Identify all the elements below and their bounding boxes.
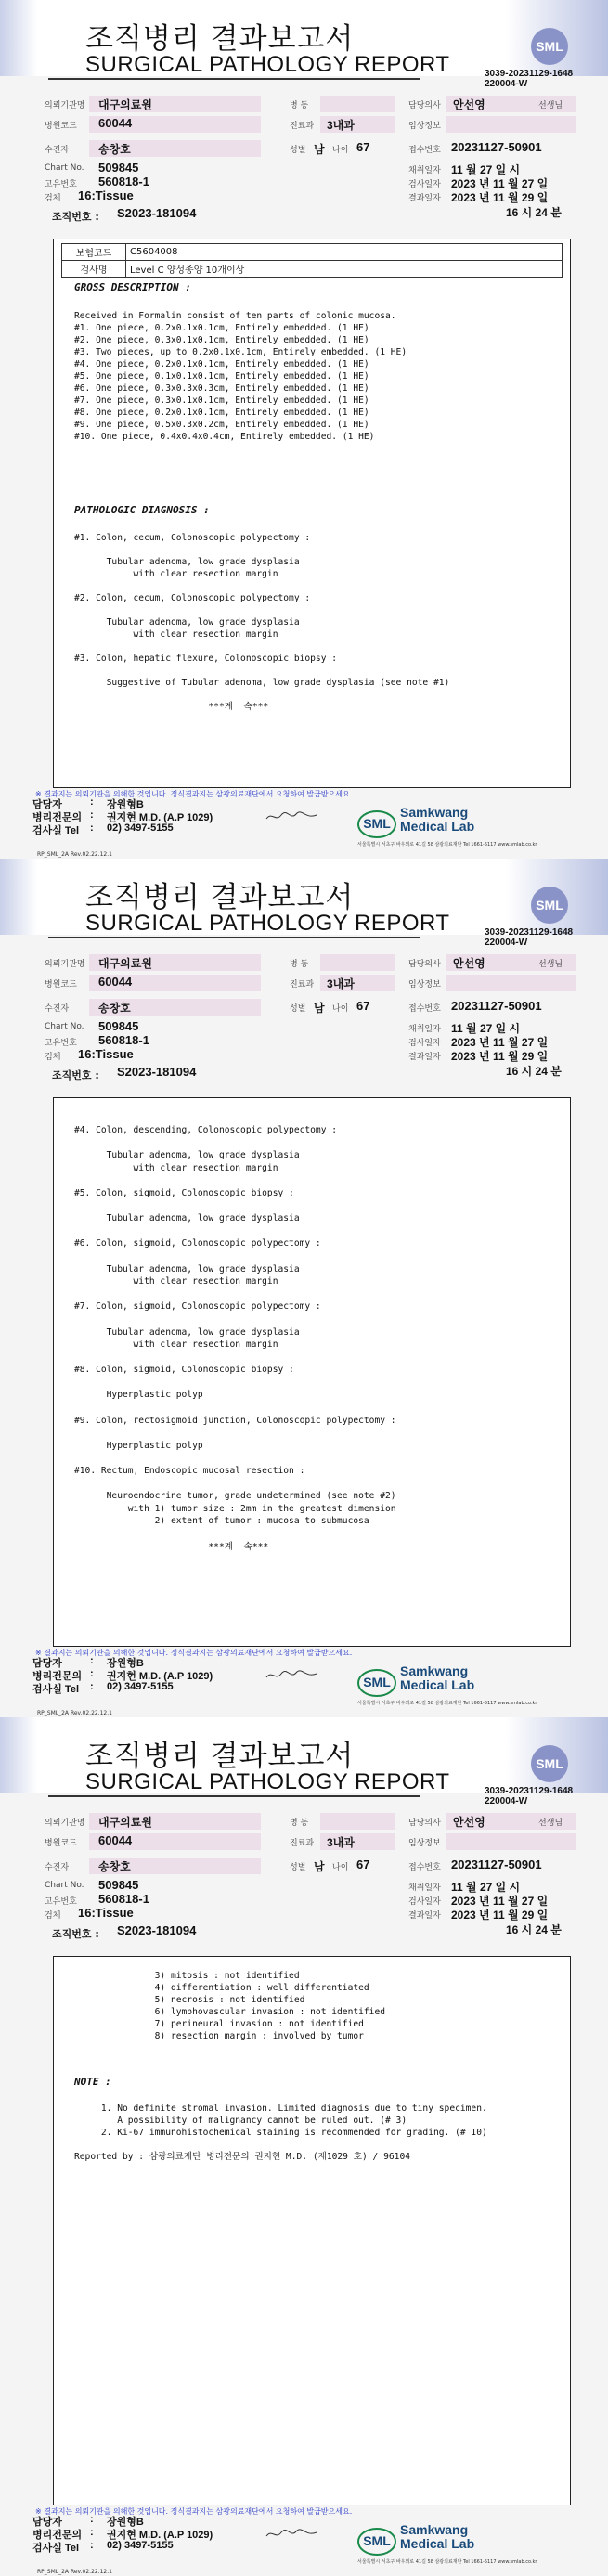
text-line: Tubular adenoma, low grade dysplasia [74, 557, 300, 567]
tissue-value: S2023-181094 [117, 1923, 197, 1937]
text-line: #7. One piece, 0.3x0.1x0.1cm, Entirely embedded. (1 HE) [74, 395, 369, 406]
patient-label: 수진자 [45, 1863, 70, 1872]
text-line: #3. Two pieces, up to 0.2x0.1x0.1cm, Entirely embedded. (1 HE) [74, 347, 407, 357]
text-line: ***계 속*** [74, 1541, 269, 1552]
text-line [74, 1200, 396, 1213]
dept-label: 진료과 [290, 1839, 315, 1848]
hospital-code-label: 병원코드 [45, 122, 77, 131]
svg-text:SML: SML [363, 2533, 391, 2548]
age-value: 67 [356, 1858, 370, 1871]
report-footer: 담당자 : 장원형B 병리전문의 : 권지현 M.D. (A.P 1029) 검사실 Tel : 02) 3497-5155 SML Samkwang Medical Lab 서울특별시 서초구 바우뫼로 41길 58 삼광의료재단 Tel 1661-5117 www.smlab.co.kr [32, 1655, 589, 1711]
hospital-code-value: 60044 [98, 116, 133, 130]
tel-value: 02) 3497-5155 [107, 1681, 174, 1692]
pathologist-label: 병리전문의 [32, 1671, 83, 1682]
hospital-label: 의뢰기관명 [45, 960, 85, 969]
text-line: 2) extent of tumor : mucosa to submucosa [74, 1516, 369, 1527]
patient-label: 수진자 [45, 1004, 70, 1014]
text-line: 6) lymphovascular invasion : not identified [74, 2007, 386, 2017]
report-banner [0, 1717, 608, 1806]
insurance-item-value: Level C 양성종양 10개이상 [126, 261, 563, 278]
specimen-label: 검체 [45, 1053, 61, 1062]
patient-label: 수진자 [45, 146, 70, 155]
id-value: 560818-1 [98, 175, 149, 188]
dept-label: 진료과 [290, 980, 315, 990]
doctor-label: 담당의사 [408, 960, 441, 969]
lab-address: 서울특별시 서초구 바우뫼로 41길 58 삼광의료재단 Tel 1661-5117 www.smlab.co.kr [357, 842, 537, 848]
tel-label: 검사실 Tel [32, 2543, 80, 2554]
age-label: 나이 [332, 1863, 349, 1872]
text-line: #4. Colon, descending, Colonoscopic polypectomy : [74, 1125, 338, 1135]
hospital-value: 대구의료원 [98, 957, 152, 970]
id-label: 고유번호 [45, 180, 77, 189]
chart-label: Chart No. [45, 1881, 84, 1890]
footer-notice: ※ 결과지는 의뢰기관을 의해한 것입니다. 정식결과지는 삼광의료재단에서 요청하여 발급받으세요. [35, 790, 353, 798]
text-line: 8) resection margin : involved by tumor [74, 2031, 364, 2041]
collect-value: 11 월 27 일 시 [451, 1022, 521, 1035]
report-number: 3039-20231129-1648 220004-W [485, 1786, 574, 1806]
ward-label: 병 동 [290, 101, 309, 110]
text-line: Hyperplastic polyp [74, 1390, 203, 1401]
sex-label: 성별 [290, 146, 306, 155]
text-line [74, 1427, 396, 1440]
samkwang-logo-icon [357, 2519, 396, 2558]
signature-image [265, 1668, 318, 1683]
id-value: 560818-1 [98, 1892, 149, 1906]
report-banner [0, 0, 608, 89]
staff-value: 장원형B [107, 799, 144, 810]
staff-label: 담당자 [32, 1658, 62, 1669]
text-line: #5. Colon, sigmoid, Colonoscopic biopsy : [74, 1187, 294, 1198]
text-line: #9. Colon, rectosigmoid junction, Colonoscopic polypectomy : [74, 1415, 396, 1426]
text-line: 3) mitosis : not identified [74, 1971, 300, 1981]
text-line: #6. One piece, 0.3x0.3x0.3cm, Entirely embedded. (1 HE) [74, 383, 369, 394]
result-value: 2023 년 11 월 29 일 [451, 191, 549, 204]
text-line [74, 1174, 396, 1187]
text-line [74, 544, 449, 556]
text-line: Tubular adenoma, low grade dysplasia [74, 1263, 300, 1275]
text-line [74, 604, 449, 616]
text-line: #4. One piece, 0.2x0.1x0.1cm, Entirely embedded. (1 HE) [74, 359, 369, 369]
text-line: with clear resection margin [74, 569, 278, 579]
signature-image [265, 2527, 318, 2542]
result-time: 16 시 24 분 [506, 206, 562, 219]
doctor-suffix: 선생님 [538, 960, 563, 969]
sex-value: 남 [314, 1002, 325, 1015]
test-label: 검사일자 [408, 1039, 441, 1048]
ward-label: 병 동 [290, 960, 309, 969]
staff-value: 장원형B [107, 2517, 144, 2528]
hospital-code-value: 60044 [98, 1833, 133, 1847]
svg-text:SML: SML [363, 816, 391, 831]
collect-value: 11 월 27 일 시 [451, 1881, 521, 1894]
age-label: 나이 [332, 146, 349, 155]
title-korean: 조직병리 결과보고서 [85, 22, 355, 56]
pathologist-value: 권지현 M.D. (A.P 1029) [107, 1671, 213, 1682]
staff-label: 담당자 [32, 2517, 62, 2528]
staff-label: 담당자 [32, 799, 62, 810]
text-line [74, 2139, 487, 2151]
diagnosis-title: PATHOLOGIC DIAGNOSIS : [74, 504, 210, 516]
text-line: 4) differentiation : well differentiated [74, 1983, 369, 1993]
form-code: RP_SML_2A Rev.02.22.12.1 [37, 2569, 112, 2575]
hospital-label: 의뢰기관명 [45, 101, 85, 110]
collect-label: 채취일자 [408, 1025, 441, 1034]
title-divider [48, 78, 420, 80]
samkwang-logo-icon [357, 1661, 396, 1700]
doctor-value: 안선영 [453, 957, 485, 970]
tissue-label: 조직번호 : [52, 1928, 99, 1940]
specimen-value: 16:Tissue [78, 1047, 134, 1061]
staff-value: 장원형B [107, 1658, 144, 1669]
report-body-2 [53, 1097, 571, 1647]
test-value: 2023 년 11 월 27 일 [451, 177, 549, 190]
text-line: Tubular adenoma, low grade dysplasia [74, 617, 300, 628]
report-page-1 [0, 0, 608, 859]
report-number: 3039-20231129-1648 220004-W [485, 927, 574, 948]
clinical-label: 임상정보 [408, 122, 441, 131]
sex-label: 성별 [290, 1863, 306, 1872]
doctor-value: 안선영 [453, 98, 485, 111]
patient-header [0, 1806, 608, 1946]
report-page-3 [0, 1717, 608, 2576]
receipt-label: 접수번호 [408, 146, 441, 155]
collect-label: 채취일자 [408, 166, 441, 175]
text-line [74, 665, 449, 677]
text-line: #2. One piece, 0.3x0.1x0.1cm, Entirely embedded. (1 HE) [74, 335, 369, 345]
patient-header [0, 89, 608, 228]
sml-logo-icon: SML [531, 28, 568, 65]
text-line: #7. Colon, sigmoid, Colonoscopic polypectomy : [74, 1301, 321, 1313]
hospital-code-label: 병원코드 [45, 980, 77, 990]
footer-notice: ※ 결과지는 의뢰기관을 의해한 것입니다. 정식결과지는 삼광의료재단에서 요청하여 발급받으세요. [35, 2507, 353, 2516]
text-line [74, 1137, 396, 1150]
text-line: Suggestive of Tubular adenoma, low grade dysplasia (see note #1) [74, 678, 450, 688]
text-line [74, 689, 449, 701]
text-line: #10. One piece, 0.4x0.4x0.4cm, Entirely embedded. (1 HE) [74, 432, 375, 442]
doctor-label: 담당의사 [408, 101, 441, 110]
title-english: SURGICAL PATHOLOGY REPORT [85, 1769, 450, 1794]
report-page-2 [0, 859, 608, 1717]
pathologist-value: 권지현 M.D. (A.P 1029) [107, 2530, 213, 2541]
text-line [74, 1452, 396, 1465]
report-number: 3039-20231129-1648 220004-W [485, 69, 574, 89]
sml-logo-icon: SML [531, 1745, 568, 1782]
text-line: #8. One piece, 0.2x0.1x0.1cm, Entirely embedded. (1 HE) [74, 408, 369, 418]
footer-notice: ※ 결과지는 의뢰기관을 의해한 것입니다. 정식결과지는 삼광의료재단에서 요청하여 발급받으세요. [35, 1649, 353, 1657]
sex-label: 성별 [290, 1004, 306, 1014]
text-line: #2. Colon, cecum, Colonoscopic polypectomy : [74, 593, 311, 603]
svg-text:SML: SML [363, 1675, 391, 1689]
patient-value: 송창호 [98, 1860, 131, 1873]
title-korean: 조직병리 결과보고서 [85, 1740, 355, 1773]
chart-label: Chart No. [45, 163, 84, 173]
lab-name: Samkwang Medical Lab [400, 2522, 475, 2551]
text-line: ***계 속*** [74, 702, 269, 712]
tel-value: 02) 3497-5155 [107, 2540, 174, 2551]
id-value: 560818-1 [98, 1033, 149, 1047]
collect-label: 채취일자 [408, 1883, 441, 1893]
pathologist-value: 권지현 M.D. (A.P 1029) [107, 812, 213, 823]
gross-description [74, 310, 407, 443]
text-line [74, 580, 449, 592]
result-value: 2023 년 11 월 29 일 [451, 1909, 549, 1922]
text-line: Received in Formalin consist of ten parts of colonic mucosa. [74, 311, 396, 321]
hospital-code-label: 병원코드 [45, 1839, 77, 1848]
collect-value: 11 월 27 일 시 [451, 163, 521, 176]
tissue-value: S2023-181094 [117, 1065, 197, 1079]
id-label: 고유번호 [45, 1897, 77, 1907]
dept-value: 3내과 [327, 1836, 355, 1849]
receipt-value: 20231127-50901 [451, 999, 542, 1013]
result-time: 16 시 24 분 [506, 1065, 562, 1078]
text-line: with clear resection margin [74, 1162, 278, 1173]
text-line: Tubular adenoma, low grade dysplasia [74, 1150, 300, 1161]
title-divider [48, 1795, 420, 1797]
banner-gradient-left [0, 0, 37, 76]
dept-value: 3내과 [327, 119, 355, 132]
text-line: 1. No definite stromal invasion. Limited diagnosis due to tiny specimen. [74, 2104, 487, 2114]
result-value: 2023 년 11 월 29 일 [451, 1050, 549, 1063]
title-english: SURGICAL PATHOLOGY REPORT [85, 911, 450, 936]
text-line: #1. One piece, 0.2x0.1x0.1cm, Entirely embedded. (1 HE) [74, 323, 369, 333]
text-line [74, 1250, 396, 1263]
title-korean: 조직병리 결과보고서 [85, 881, 355, 914]
patient-header [0, 948, 608, 1087]
test-value: 2023 년 11 월 27 일 [451, 1036, 549, 1049]
chart-value: 509845 [98, 1019, 139, 1033]
text-line: #8. Colon, sigmoid, Colonoscopic biopsy : [74, 1365, 294, 1376]
result-label: 결과일자 [408, 1911, 441, 1921]
tel-value: 02) 3497-5155 [107, 822, 174, 834]
title-divider [48, 937, 420, 938]
hospital-value: 대구의료원 [98, 1816, 152, 1829]
sex-value: 남 [314, 143, 325, 156]
specimen-value: 16:Tissue [78, 1906, 134, 1920]
lab-address: 서울특별시 서초구 바우뫼로 41길 58 삼광의료재단 Tel 1661-5117 www.smlab.co.kr [357, 1701, 537, 1706]
form-code: RP_SML_2A Rev.02.22.12.1 [37, 851, 112, 858]
age-value: 67 [356, 999, 370, 1013]
doctor-suffix: 선생님 [538, 101, 563, 110]
doctor-value: 안선영 [453, 1816, 485, 1829]
patient-value: 송창호 [98, 1002, 131, 1015]
result-label: 결과일자 [408, 1053, 441, 1062]
form-code: RP_SML_2A Rev.02.22.12.1 [37, 1710, 112, 1716]
result-time: 16 시 24 분 [506, 1923, 562, 1936]
report-footer: 담당자 : 장원형B 병리전문의 : 권지현 M.D. (A.P 1029) 검사실 Tel : 02) 3497-5155 SML Samkwang Medical Lab 서울특별시 서초구 바우뫼로 41길 58 삼광의료재단 Tel 1661-5117 www.smlab.co.kr [32, 796, 589, 852]
age-value: 67 [356, 140, 370, 154]
text-line [74, 1352, 396, 1365]
specimen-label: 검체 [45, 1911, 61, 1921]
text-line [74, 1225, 396, 1238]
text-line: #9. One piece, 0.5x0.3x0.2cm, Entirely embedded. (1 HE) [74, 420, 369, 430]
text-line: Reported by : 삼광의료재단 병리전문의 권지현 M.D. (제1029 호) / 96104 [74, 2152, 410, 2162]
diagnosis-text [74, 532, 449, 713]
doctor-label: 담당의사 [408, 1819, 441, 1828]
result-label: 결과일자 [408, 194, 441, 203]
text-line: Hyperplastic polyp [74, 1440, 203, 1451]
text-line [74, 1478, 396, 1491]
test-label: 검사일자 [408, 1897, 441, 1907]
insurance-code-label: 보험코드 [62, 244, 126, 261]
text-line: #3. Colon, hepatic flexure, Colonoscopic biopsy : [74, 654, 338, 664]
text-line: Neuroendocrine tumor, grade undetermined (see note #2) [74, 1491, 396, 1502]
tissue-value: S2023-181094 [117, 206, 197, 220]
tissue-label: 조직번호 : [52, 1069, 99, 1081]
sex-value: 남 [314, 1860, 325, 1873]
text-line: 2. Ki-67 immunohistochemical staining is recommended for grading. (# 10) [74, 2128, 487, 2138]
id-label: 고유번호 [45, 1039, 77, 1048]
report-body-3 [53, 1956, 571, 2505]
text-line: with 1) tumor size : 2mm in the greatest dimension [74, 1503, 396, 1514]
text-line: #1. Colon, cecum, Colonoscopic polypectomy : [74, 533, 311, 543]
chart-value: 509845 [98, 1878, 139, 1892]
title-english: SURGICAL PATHOLOGY REPORT [85, 52, 450, 77]
clinical-label: 임상정보 [408, 980, 441, 990]
lab-name: Samkwang Medical Lab [400, 1663, 475, 1692]
receipt-label: 접수번호 [408, 1004, 441, 1014]
lab-address: 서울특별시 서초구 바우뫼로 41길 58 삼광의료재단 Tel 1661-5117 www.smlab.co.kr [357, 2559, 537, 2565]
report-body-1 [53, 239, 571, 788]
diagnosis-text [74, 1124, 396, 1553]
text-line: with clear resection margin [74, 1340, 278, 1351]
text-line: #5. One piece, 0.1x0.1x0.1cm, Entirely embedded. (1 HE) [74, 371, 369, 382]
note-text [74, 2103, 487, 2163]
text-line: #6. Colon, sigmoid, Colonoscopic polypectomy : [74, 1238, 321, 1249]
pathologist-label: 병리전문의 [32, 812, 83, 823]
test-value: 2023 년 11 월 27 일 [451, 1895, 549, 1908]
text-line: with clear resection margin [74, 1276, 278, 1288]
diagnosis-text [74, 1970, 385, 2042]
text-line: with clear resection margin [74, 629, 278, 640]
report-banner [0, 859, 608, 948]
text-line: 7) perineural invasion : not identified [74, 2019, 364, 2029]
text-line: Tubular adenoma, low grade dysplasia [74, 1327, 300, 1338]
text-line: A possibility of malignancy cannot be ruled out. (# 3) [74, 2116, 407, 2126]
specimen-value: 16:Tissue [78, 188, 134, 202]
clinical-label: 임상정보 [408, 1839, 441, 1848]
doctor-suffix: 선생님 [538, 1819, 563, 1828]
tel-label: 검사실 Tel [32, 1684, 80, 1695]
tel-label: 검사실 Tel [32, 825, 80, 836]
chart-value: 509845 [98, 161, 139, 175]
tissue-label: 조직번호 : [52, 211, 99, 223]
text-line: Tubular adenoma, low grade dysplasia [74, 1213, 300, 1224]
receipt-label: 접수번호 [408, 1863, 441, 1872]
report-footer: 담당자 : 장원형B 병리전문의 : 권지현 M.D. (A.P 1029) 검사실 Tel : 02) 3497-5155 SML Samkwang Medical Lab 서울특별시 서초구 바우뫼로 41길 58 삼광의료재단 Tel 1661-5117 www.smlab.co.kr [32, 2514, 589, 2570]
gross-title: GROSS DESCRIPTION : [74, 281, 191, 293]
text-line [74, 1402, 396, 1415]
hospital-value: 대구의료원 [98, 98, 152, 111]
text-line: #10. Rectum, Endoscopic mucosal resection : [74, 1466, 305, 1477]
text-line [74, 1528, 396, 1541]
insurance-code-value: C5604008 [126, 244, 563, 261]
specimen-label: 검체 [45, 194, 61, 203]
signature-image [265, 809, 318, 824]
age-label: 나이 [332, 1004, 349, 1014]
test-label: 검사일자 [408, 180, 441, 189]
text-line [74, 1314, 396, 1327]
text-line [74, 641, 449, 653]
pathologist-label: 병리전문의 [32, 2530, 83, 2541]
chart-label: Chart No. [45, 1022, 84, 1031]
hospital-label: 의뢰기관명 [45, 1819, 85, 1828]
patient-value: 송창호 [98, 143, 131, 156]
insurance-table [61, 243, 563, 278]
text-line [74, 1288, 396, 1301]
dept-value: 3내과 [327, 977, 355, 990]
receipt-value: 20231127-50901 [451, 140, 542, 154]
text-line: 5) necrosis : not identified [74, 1995, 305, 2005]
hospital-code-value: 60044 [98, 975, 133, 989]
insurance-item-label: 검사명 [62, 261, 126, 278]
ward-label: 병 동 [290, 1819, 309, 1828]
sml-logo-icon: SML [531, 887, 568, 924]
lab-name: Samkwang Medical Lab [400, 805, 475, 834]
dept-label: 진료과 [290, 122, 315, 131]
receipt-value: 20231127-50901 [451, 1858, 542, 1871]
samkwang-logo-icon [357, 802, 396, 841]
text-line [74, 1377, 396, 1390]
note-title: NOTE : [74, 2076, 111, 2088]
